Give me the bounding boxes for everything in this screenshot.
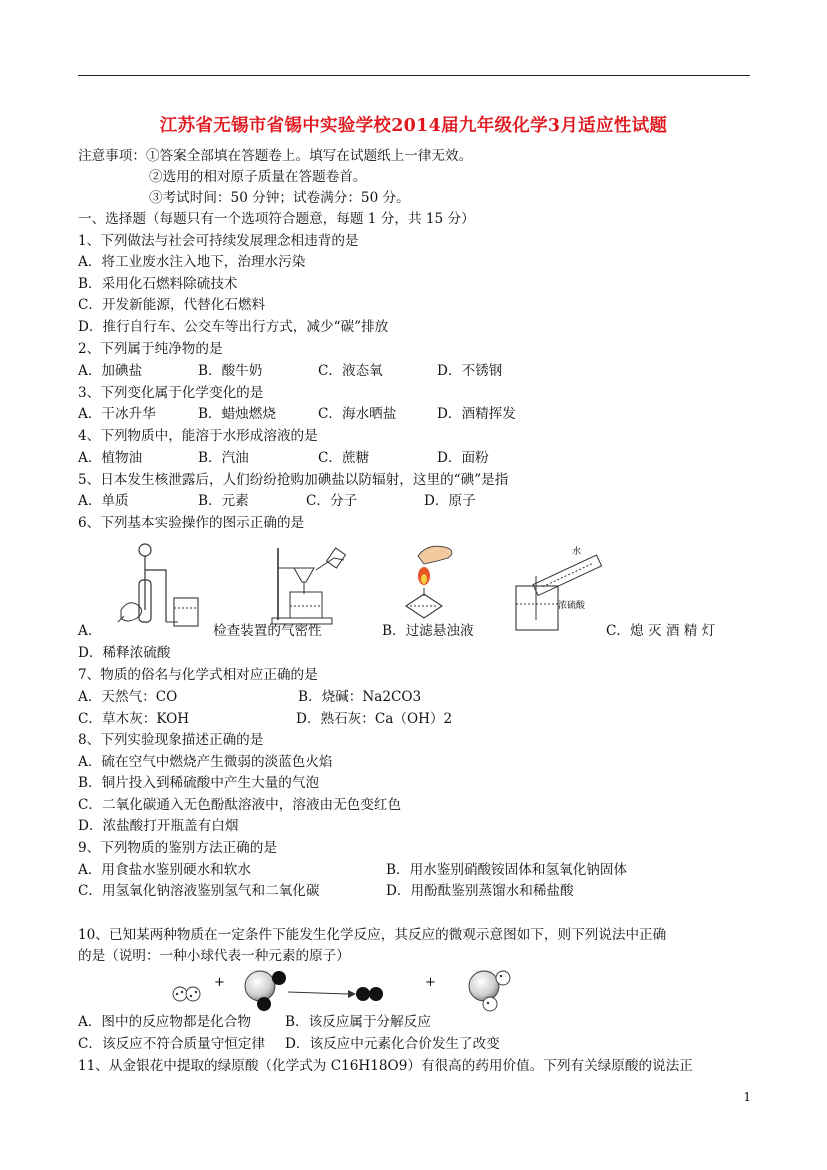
q9-option-a: A．用食盐水鉴别硬水和软水 (78, 862, 251, 878)
q9-option-d: D．用酚酞鉴别蒸馏水和稀盐酸 (386, 883, 574, 899)
q6-stem: 6、下列基本实验操作的图示正确的是 (78, 515, 305, 531)
q2-stem: 2、下列属于纯净物的是 (78, 341, 223, 357)
q1-option-b: B．采用化石燃料除硫技术 (78, 276, 238, 292)
header-rule (78, 75, 750, 76)
q4-option-c: C．蔗糖 (318, 450, 370, 466)
black-atom (272, 971, 286, 985)
large-atom-grey (245, 971, 275, 1001)
q2-option-d: D．不锈钢 (437, 363, 503, 379)
small-atom-white (186, 987, 200, 1001)
black-atom (356, 987, 370, 1001)
q4-option-a: A．植物油 (78, 450, 143, 466)
q5-option-c: C．分子 (306, 493, 358, 509)
q8-option-a: A．硫在空气中燃烧产生微弱的淡蓝色火焰 (78, 754, 333, 770)
q1-stem: 1、下列做法与社会可持续发展理念相违背的是 (78, 233, 359, 249)
notes-line-1: 注意事项：①答案全部填在答题卷上。填写在试题纸上一律无效。 (78, 148, 473, 164)
q10-stem-line-2: 的是（说明：一种小球代表一种元素的原子） (78, 948, 350, 964)
figure-filtration (272, 548, 362, 628)
q3-stem: 3、下列变化属于化学变化的是 (78, 385, 264, 401)
figure-alcohol-lamp (396, 546, 466, 626)
q5-option-b: B．元素 (198, 493, 249, 509)
q10-option-a: A．图中的反应物都是化合物 (78, 1014, 251, 1030)
plus-sign: + (425, 975, 436, 990)
q11-stem: 11、从金银花中提取的绿原酸（化学式为 C16H18O9）有很高的药用价值。下列有关绿原酸的说法正 (78, 1058, 693, 1074)
reaction-diagram (170, 966, 520, 1016)
q2-option-b: B．酸牛奶 (198, 363, 263, 379)
q10-stem-line-1: 10、已知某两种物质在一定条件下能发生化学反应，其反应的微观示意图如下，则下列说法中正确 (78, 927, 667, 943)
q5-stem: 5、日本发生核泄露后，人们纷纷抢购加碘盐以防辐射，这里的“碘”是指 (78, 472, 509, 488)
black-atom (257, 997, 271, 1011)
figure-airtightness-check (118, 540, 198, 630)
q9-option-b: B．用水鉴别硝酸铵固体和氢氧化钠固体 (386, 862, 628, 878)
small-atom-white (483, 997, 497, 1011)
q6-option-b: B．过滤悬浊液 (382, 623, 474, 639)
q3-option-d: D．酒精挥发 (437, 406, 516, 422)
small-atom-white (173, 987, 187, 1001)
q10-option-b: B．该反应属于分解反应 (285, 1014, 431, 1030)
q7-option-c: C．草木灰：KOH (78, 711, 190, 727)
figure-dilute-sulfuric-acid (510, 546, 610, 636)
q2-option-c: C．液态氧 (318, 363, 383, 379)
q1-option-a: A．将工业废水注入地下，治理水污染 (78, 254, 306, 270)
q5-option-d: D．原子 (424, 493, 476, 509)
q6-option-a: 检查装置的气密性 (213, 623, 322, 639)
plus-sign: + (214, 975, 225, 990)
q6-option-d: D．稀释浓硫酸 (78, 645, 171, 661)
q6-option-a-letter: A． (78, 623, 102, 639)
q7-option-d: D．熟石灰：Ca（OH）2 (296, 711, 453, 727)
q10-option-d: D．该反应中元素化合价发生了改变 (285, 1036, 500, 1052)
q9-option-c: C．用氢氧化钠溶液鉴别氢气和二氧化碳 (78, 883, 320, 899)
q8-stem: 8、下列实验现象描述正确的是 (78, 732, 264, 748)
q10-option-c: C．该反应不符合质量守恒定律 (78, 1036, 266, 1052)
q7-option-b: B．烧碱：Na2CO3 (298, 689, 422, 705)
section-heading: 一、选择题（每题只有一个选项符合题意，每题 1 分，共 15 分） (78, 211, 475, 227)
page-number: 1 (743, 1090, 751, 1104)
q5-option-a: A．单质 (78, 493, 129, 509)
q1-option-d: D．推行自行车、公交车等出行方式，减少“碳”排放 (78, 319, 389, 335)
notes-line-2: ②选用的相对原子质量在答题卷首。 (149, 169, 367, 185)
q3-option-c: C．海水晒盐 (318, 406, 397, 422)
figure-label-acid: 浓硫酸 (558, 601, 586, 611)
reaction-arrow (348, 990, 356, 998)
q3-option-b: B．蜡烛燃烧 (198, 406, 276, 422)
notes-line-3: ③考试时间：50 分钟；试卷满分：50 分。 (149, 190, 410, 206)
q8-option-c: C．二氧化碳通入无色酚酞溶液中，溶液由无色变红色 (78, 797, 402, 813)
large-atom-grey (469, 971, 499, 1001)
q3-option-a: A．干冰升华 (78, 406, 156, 422)
q7-stem: 7、物质的俗名与化学式相对应正确的是 (78, 667, 318, 683)
page-title: 江苏省无锡市省锡中实验学校2014届九年级化学3月适应性试题 (159, 116, 668, 136)
q6-option-c: C．熄 灭 酒 精 灯 (606, 623, 716, 639)
small-atom-white (496, 971, 510, 985)
q8-option-d: D．浓盐酸打开瓶盖有白烟 (78, 818, 239, 834)
q8-option-b: B．铜片投入到稀硫酸中产生大量的气泡 (78, 775, 320, 791)
q2-option-a: A．加碘盐 (78, 363, 143, 379)
q1-option-c: C．开发新能源，代替化石燃料 (78, 297, 266, 313)
figure-label-water: 水 (572, 547, 582, 557)
q4-option-b: B．汽油 (198, 450, 249, 466)
q4-option-d: D．面粉 (437, 450, 489, 466)
q4-stem: 4、下列物质中，能溶于水形成溶液的是 (78, 428, 318, 444)
black-atom (369, 987, 383, 1001)
q9-stem: 9、下列物质的鉴别方法正确的是 (78, 840, 277, 856)
q7-option-a: A．天然气：CO (78, 689, 178, 705)
